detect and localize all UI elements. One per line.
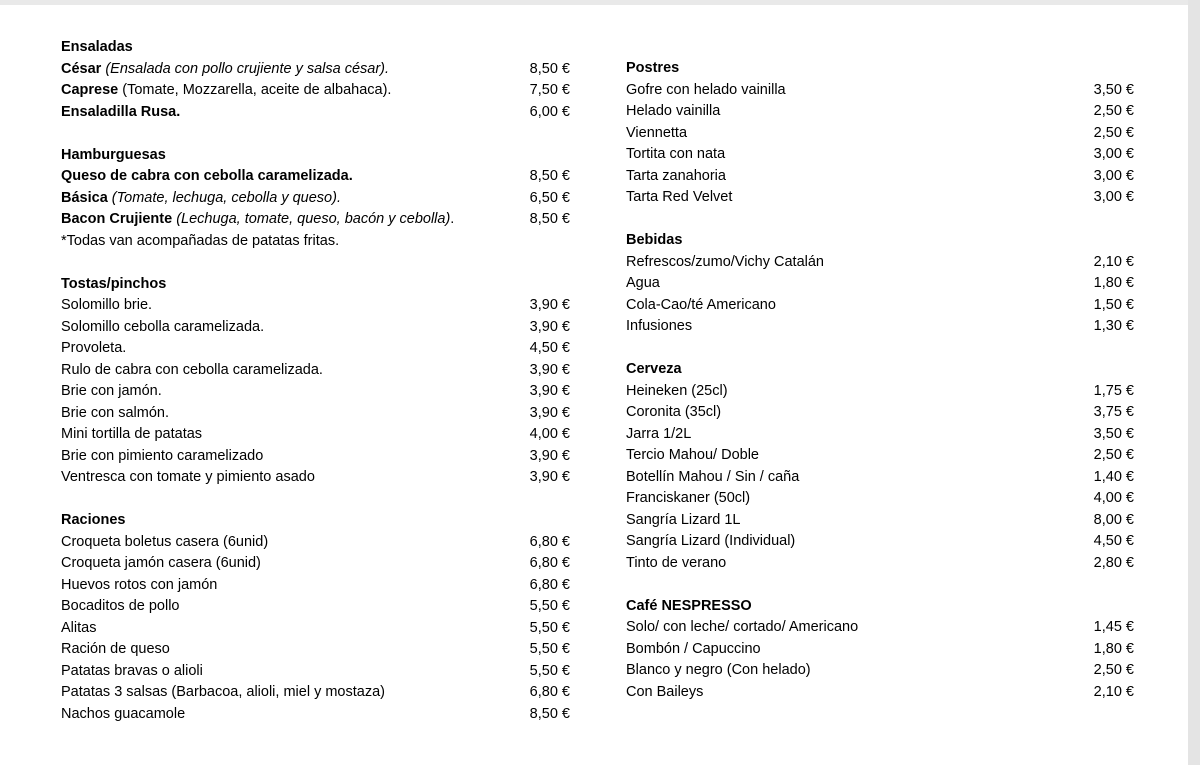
menu-item-name bbox=[61, 424, 202, 446]
menu-row bbox=[61, 360, 581, 382]
menu-item-name bbox=[61, 317, 264, 339]
section-gap bbox=[626, 574, 1146, 596]
item-text: Sangría Lizard (Individual) bbox=[626, 533, 796, 549]
item-text: Viennetta bbox=[626, 124, 688, 141]
menu-item-name bbox=[61, 295, 152, 317]
menu-item-price: 6,80 € bbox=[529, 684, 570, 700]
menu-item-name bbox=[626, 381, 728, 403]
item-text: Brie con jamón. bbox=[61, 383, 162, 399]
menu-row bbox=[61, 166, 581, 188]
menu-item-price: 1,75 € bbox=[1093, 382, 1134, 399]
item-text: Croqueta jamón casera (6unid) bbox=[61, 555, 261, 571]
menu-item-name bbox=[626, 488, 750, 510]
item-text: Solo/ con leche/ cortado/ Americano bbox=[626, 619, 859, 635]
menu-row bbox=[626, 187, 1146, 209]
menu-item-price: 3,90 € bbox=[529, 361, 570, 378]
item-text: Ventresca con tomate y pimiento asado bbox=[61, 469, 315, 485]
item-description: (Lechuga, tomate, queso, bacón y cebolla) bbox=[176, 211, 451, 227]
item-text: Botellín Mahou / Sin / caña bbox=[626, 468, 800, 485]
menu-item-price: 3,90 € bbox=[529, 297, 570, 313]
item-description: (Ensalada con pollo crujiente y salsa césar). bbox=[105, 60, 390, 77]
menu-item-name bbox=[626, 123, 687, 145]
menu-row bbox=[626, 402, 1146, 424]
menu-item-name bbox=[61, 360, 323, 382]
menu-item-name bbox=[61, 553, 261, 575]
menu-item-name bbox=[626, 144, 725, 166]
menu-item-price: 4,00 € bbox=[1093, 490, 1134, 506]
item-text: Blanco y negro (Con helado) bbox=[626, 662, 811, 678]
item-tail: . bbox=[450, 211, 455, 227]
item-text: Con Baileys bbox=[626, 683, 704, 700]
menu-item-price: 1,45 € bbox=[1093, 619, 1134, 635]
item-title: Caprese bbox=[61, 82, 119, 98]
menu-row bbox=[626, 381, 1146, 403]
menu-row bbox=[626, 639, 1146, 661]
section-heading: Postres bbox=[626, 60, 680, 76]
menu-row bbox=[61, 338, 581, 360]
menu-row bbox=[61, 317, 581, 339]
menu-item-price: 2,50 € bbox=[1093, 103, 1134, 119]
menu-row bbox=[626, 166, 1146, 188]
menu-item-price: 6,80 € bbox=[529, 533, 570, 550]
item-text: Bocaditos de pollo bbox=[61, 598, 180, 614]
section-gap bbox=[626, 338, 1146, 360]
menu-row bbox=[626, 295, 1146, 317]
section-heading-row bbox=[626, 596, 1146, 618]
menu-item-price: 6,50 € bbox=[529, 189, 570, 206]
item-text: (Tomate, Mozzarella, aceite de albahaca). bbox=[118, 82, 392, 98]
item-text: Tercio Mahou/ Doble bbox=[626, 447, 759, 463]
menu-item-price: 4,50 € bbox=[529, 340, 570, 356]
menu-row bbox=[61, 403, 581, 425]
section-heading: Hamburguesas bbox=[61, 146, 166, 163]
section-heading-row bbox=[61, 274, 581, 296]
menu-item-name bbox=[626, 273, 660, 295]
menu-item-price: 1,80 € bbox=[1093, 640, 1134, 657]
item-text: Croqueta boletus casera (6unid) bbox=[61, 533, 269, 550]
menu-item-name bbox=[626, 166, 726, 188]
section-heading: Tostas/pinchos bbox=[61, 275, 167, 292]
menu-item-name bbox=[61, 596, 180, 618]
menu-left-column bbox=[61, 37, 581, 725]
item-text: Solomillo cebolla caramelizada. bbox=[61, 318, 265, 335]
menu-row bbox=[61, 209, 581, 231]
menu-item-name bbox=[626, 617, 858, 639]
menu-row bbox=[626, 445, 1146, 467]
item-text: Mini tortilla de patatas bbox=[61, 426, 203, 442]
item-text: Tarta zanahoria bbox=[626, 167, 726, 184]
menu-item-name bbox=[61, 682, 385, 704]
menu-row bbox=[626, 424, 1146, 446]
menu-item-name bbox=[626, 101, 720, 123]
menu-item-name bbox=[626, 682, 703, 704]
menu-item-price: 8,00 € bbox=[1093, 511, 1134, 528]
menu-item-price: 7,50 € bbox=[529, 82, 570, 98]
menu-item-price: 5,50 € bbox=[529, 662, 570, 679]
section-heading-row bbox=[61, 510, 581, 532]
item-title: Ensaladilla Rusa. bbox=[61, 103, 181, 120]
section-gap bbox=[626, 209, 1146, 231]
menu-row bbox=[61, 102, 581, 124]
menu-row bbox=[626, 252, 1146, 274]
menu-item-name bbox=[61, 403, 169, 425]
right-edge bbox=[1188, 0, 1200, 765]
menu-item-name bbox=[626, 531, 795, 553]
menu-item-price: 4,50 € bbox=[1093, 533, 1134, 549]
item-text: Tortita con nata bbox=[626, 146, 726, 162]
item-text: Helado vainilla bbox=[626, 103, 721, 119]
menu-item-name bbox=[626, 295, 776, 317]
menu-item-price: 5,50 € bbox=[529, 641, 570, 657]
item-text: Solomillo brie. bbox=[61, 297, 153, 313]
menu-row bbox=[61, 532, 581, 554]
menu-item-price: 3,90 € bbox=[529, 318, 570, 335]
menu-row bbox=[61, 188, 581, 210]
menu-item-price: 2,50 € bbox=[1093, 447, 1134, 463]
section-heading: Cerveza bbox=[626, 361, 682, 377]
item-text: Infusiones bbox=[626, 318, 693, 334]
menu-item-price: 1,50 € bbox=[1093, 296, 1134, 313]
section-heading: Raciones bbox=[61, 512, 126, 528]
section-heading-row bbox=[626, 58, 1146, 80]
menu-item-price: 5,50 € bbox=[529, 619, 570, 636]
menu-item-name bbox=[61, 80, 391, 102]
menu-item-price: 3,90 € bbox=[529, 447, 570, 464]
section-heading: Café NESPRESSO bbox=[626, 597, 752, 614]
top-edge bbox=[0, 0, 1200, 5]
menu-item-name bbox=[61, 575, 217, 597]
section-heading: Bebidas bbox=[626, 232, 683, 248]
menu-row bbox=[61, 704, 581, 726]
menu-row bbox=[626, 80, 1146, 102]
section-heading: Ensaladas bbox=[61, 39, 133, 55]
item-text: Refrescos/zumo/Vichy Catalán bbox=[626, 253, 824, 270]
menu-item-name bbox=[61, 618, 96, 640]
menu-right-column bbox=[626, 58, 1146, 703]
menu-row bbox=[626, 682, 1146, 704]
section-heading-row bbox=[626, 359, 1146, 381]
menu-item-name bbox=[61, 661, 203, 683]
menu-row bbox=[626, 660, 1146, 682]
menu-item-name bbox=[626, 467, 799, 489]
menu-item-price: 3,75 € bbox=[1093, 404, 1134, 420]
menu-item-price: 2,80 € bbox=[1093, 554, 1134, 571]
menu-row bbox=[61, 575, 581, 597]
menu-row bbox=[61, 661, 581, 683]
menu-item-price: 2,50 € bbox=[1093, 124, 1134, 141]
item-text: Rulo de cabra con cebolla caramelizada. bbox=[61, 361, 323, 378]
menu-item-name bbox=[61, 59, 389, 81]
menu-item-price: 6,00 € bbox=[529, 103, 570, 120]
menu-item-price: 3,90 € bbox=[529, 469, 570, 485]
menu-item-name bbox=[61, 639, 170, 661]
menu-item-price: 3,90 € bbox=[529, 404, 570, 421]
menu-row bbox=[626, 553, 1146, 575]
item-text: Nachos guacamole bbox=[61, 705, 186, 722]
menu-item-name bbox=[61, 209, 454, 231]
menu-row bbox=[61, 553, 581, 575]
item-text: Cola-Cao/té Americano bbox=[626, 296, 776, 313]
menu-item-price: 5,50 € bbox=[529, 598, 570, 614]
item-title: Bacon Crujiente bbox=[61, 211, 173, 227]
menu-item-price: 3,00 € bbox=[1093, 167, 1134, 184]
menu-item-name bbox=[626, 445, 759, 467]
menu-item-price: 8,50 € bbox=[529, 211, 570, 227]
menu-item-name bbox=[626, 639, 761, 661]
item-text: Patatas 3 salsas (Barbacoa, alioli, miel y mostaza) bbox=[61, 684, 385, 700]
section-gap bbox=[61, 123, 581, 145]
menu-item-price: 2,10 € bbox=[1093, 683, 1134, 700]
menu-item-price: 8,50 € bbox=[529, 168, 570, 184]
item-title: Queso de cabra con cebolla caramelizada. bbox=[61, 168, 353, 184]
menu-row bbox=[626, 101, 1146, 123]
menu-item-price: 6,80 € bbox=[529, 555, 570, 571]
item-text: Agua bbox=[626, 275, 660, 291]
menu-row bbox=[61, 231, 581, 253]
menu-item-price: 1,30 € bbox=[1093, 318, 1134, 334]
menu-item-price: 3,00 € bbox=[1093, 146, 1134, 162]
menu-item-name bbox=[626, 553, 726, 575]
section-heading-row bbox=[61, 145, 581, 167]
item-text: Jarra 1/2L bbox=[626, 425, 692, 442]
menu-row bbox=[61, 80, 581, 102]
menu-item-name bbox=[626, 252, 824, 274]
item-text: Gofre con helado vainilla bbox=[626, 81, 786, 98]
menu-row bbox=[61, 424, 581, 446]
menu-item-price: 2,50 € bbox=[1093, 662, 1134, 678]
menu-item-name bbox=[626, 660, 811, 682]
menu-item-price: 3,90 € bbox=[529, 383, 570, 399]
item-text: Brie con salmón. bbox=[61, 404, 169, 421]
item-text: Tinto de verano bbox=[626, 554, 727, 571]
menu-row bbox=[61, 682, 581, 704]
item-text: Patatas bravas o alioli bbox=[61, 662, 203, 679]
menu-item-price: 4,00 € bbox=[529, 426, 570, 442]
section-gap bbox=[61, 252, 581, 274]
menu-row bbox=[61, 59, 581, 81]
menu-item-price: 8,50 € bbox=[529, 705, 570, 722]
item-text: Sangría Lizard 1L bbox=[626, 511, 741, 528]
item-text: Franciskaner (50cl) bbox=[626, 490, 751, 506]
menu-item-name bbox=[61, 188, 341, 210]
menu-item-name bbox=[61, 446, 263, 468]
menu-item-name bbox=[626, 80, 786, 102]
menu-item-price: 2,10 € bbox=[1093, 253, 1134, 270]
menu-row bbox=[626, 144, 1146, 166]
menu-item-name bbox=[61, 381, 162, 403]
menu-item-name bbox=[626, 510, 740, 532]
menu-item-name bbox=[626, 402, 721, 424]
item-text: Alitas bbox=[61, 619, 97, 636]
item-text: Tarta Red Velvet bbox=[626, 189, 733, 205]
item-text: Bombón / Capuccino bbox=[626, 640, 761, 657]
item-title: Básica bbox=[61, 189, 108, 206]
menu-item-name bbox=[61, 467, 315, 489]
item-title: César bbox=[61, 60, 102, 77]
item-text: Brie con pimiento caramelizado bbox=[61, 447, 264, 464]
menu-item-price: 3,50 € bbox=[1093, 425, 1134, 442]
menu-item-name bbox=[61, 166, 353, 188]
item-text: Coronita (35cl) bbox=[626, 404, 722, 420]
menu-row bbox=[626, 273, 1146, 295]
item-text: Provoleta. bbox=[61, 340, 127, 356]
section-gap bbox=[61, 489, 581, 511]
menu-row bbox=[61, 446, 581, 468]
menu-row bbox=[626, 316, 1146, 338]
menu-item-name bbox=[626, 187, 732, 209]
menu-row bbox=[626, 617, 1146, 639]
menu-row bbox=[61, 467, 581, 489]
menu-item-price: 3,00 € bbox=[1093, 189, 1134, 205]
menu-item-name bbox=[626, 424, 691, 446]
menu-row bbox=[61, 381, 581, 403]
menu-item-name bbox=[626, 316, 692, 338]
section-heading-row bbox=[626, 230, 1146, 252]
menu-item-name bbox=[61, 532, 268, 554]
menu-item-name bbox=[61, 102, 180, 124]
menu-item-price: 3,50 € bbox=[1093, 81, 1134, 98]
menu-item-name bbox=[61, 704, 185, 726]
menu-row bbox=[626, 531, 1146, 553]
item-text: Huevos rotos con jamón bbox=[61, 576, 218, 593]
menu-note: *Todas van acompañadas de patatas fritas. bbox=[61, 232, 340, 249]
section-heading-row bbox=[61, 37, 581, 59]
menu-row bbox=[61, 596, 581, 618]
menu-row bbox=[626, 488, 1146, 510]
menu-item-price: 1,80 € bbox=[1093, 275, 1134, 291]
menu-row bbox=[61, 618, 581, 640]
menu-item-price: 6,80 € bbox=[529, 576, 570, 593]
item-text: Heineken (25cl) bbox=[626, 382, 728, 399]
menu-row bbox=[61, 639, 581, 661]
menu-item-price: 8,50 € bbox=[529, 60, 570, 77]
menu-row bbox=[626, 510, 1146, 532]
menu-item-price: 1,40 € bbox=[1093, 468, 1134, 485]
item-description: (Tomate, lechuga, cebolla y queso). bbox=[111, 189, 341, 206]
menu-row bbox=[626, 123, 1146, 145]
menu-item-name bbox=[61, 338, 126, 360]
menu-row bbox=[626, 467, 1146, 489]
menu-row bbox=[61, 295, 581, 317]
item-text: Ración de queso bbox=[61, 641, 170, 657]
